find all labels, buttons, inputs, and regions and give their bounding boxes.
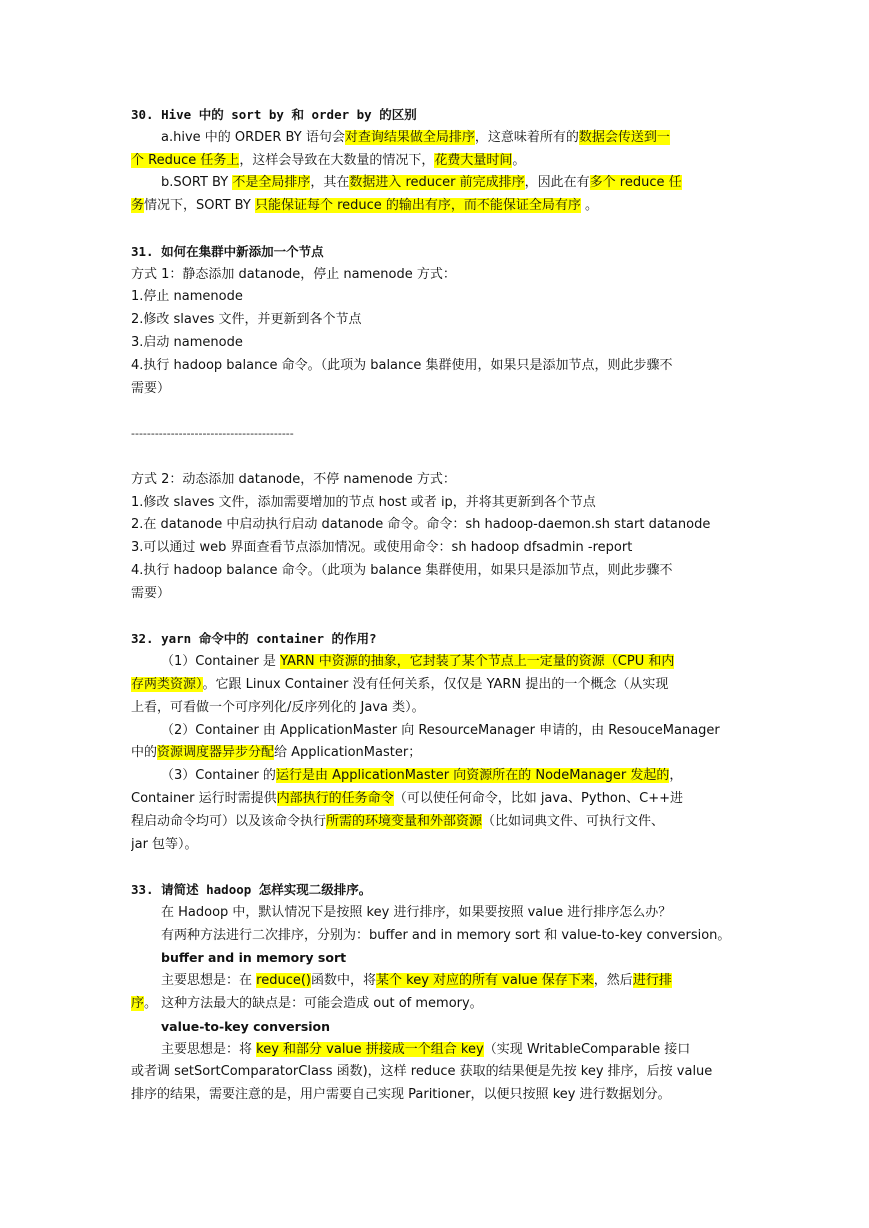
text: ，其在 [310, 175, 350, 191]
highlight: 序 [131, 996, 145, 1012]
highlight: 存两类资源） [131, 676, 203, 692]
text: ，这样会导致在大数量的情况下， [239, 152, 435, 168]
text: 。 [580, 198, 599, 214]
text: b.SORT BY [161, 175, 233, 191]
s30-line-1 [131, 127, 738, 150]
s31-a-line-6: 需要） [131, 380, 171, 396]
text: ， [669, 768, 683, 784]
section-32-title: 32. yarn 命令中的 container 的作用? [131, 631, 377, 647]
text: （比如词典文件、可执行文件、 [482, 813, 665, 829]
highlight: 资源调度器异步分配 [157, 745, 275, 761]
highlight: 数据进入 reducer 前完成排序 [349, 175, 525, 191]
text: 给 ApplicationMaster； [274, 745, 422, 761]
divider-line: ----------------------------------------- [131, 427, 294, 441]
section-31-title: 31. 如何在集群中新添加一个节点 [131, 243, 324, 259]
s32-line-3: 上看，可看做一个可序列化/反序列化的 Java 类）。 [131, 699, 425, 715]
s33-heading-1: buffer and in memory sort [161, 950, 347, 966]
text: 主要思想是：在 [161, 973, 257, 989]
s33-heading-2: value-to-key conversion [161, 1018, 331, 1034]
text: ，然后 [593, 973, 633, 989]
highlight: reduce() [256, 973, 311, 989]
text: 。 这种方法最大的缺点是：可能会造成 out of memory。 [144, 996, 483, 1012]
text: （1）Container 是 [161, 654, 281, 670]
s32-line-8 [131, 811, 738, 834]
s33-line-7: 排序的结果，需要注意的是，用户需要自己实现 Paritioner，以便只按照 key 进行数据划分。 [131, 1087, 671, 1103]
highlight: 务 [131, 198, 145, 214]
highlight: 只能保证每个 reduce 的输出有序，而不能保证全局有序 [254, 198, 581, 214]
s32-line-4: （2）Container 由 ApplicationMaster 向 ResourceManager 申请的，由 ResouceManager [161, 722, 720, 738]
text: a.hive 中的 ORDER BY 语句会 [161, 129, 345, 145]
s33-line-3 [131, 970, 738, 993]
highlight: 所需的环境变量和外部资源 [326, 813, 483, 829]
s32-line-5 [131, 742, 738, 765]
s31-b-line-2: 1.修改 slaves 文件，添加需要增加的节点 host 或者 ip，并将其更新到各个节点 [131, 494, 596, 510]
text: 函数中，将 [310, 973, 376, 989]
text: 。它跟 Linux Container 没有任何关系，仅仅是 YARN 提出的一个概念（从实现 [202, 676, 669, 692]
text: （3）Container 的 [161, 768, 276, 784]
s32-line-1 [131, 651, 738, 674]
s31-a-line-4: 3.启动 namenode [131, 334, 243, 350]
s33-line-1: 在 Hadoop 中，默认情况下是按照 key 进行排序，如果要按照 value 进行排序怎么办？ [161, 904, 672, 920]
s30-line-4 [131, 195, 738, 218]
s31-b-line-4: 3.可以通过 web 界面查看节点添加情况。或使用命令：sh hadoop dfsadmin -report [131, 540, 633, 556]
s33-line-2: 有两种方法进行二次排序，分别为：buffer and in memory sort 和 value-to-key conversion。 [161, 927, 731, 943]
highlight: 不是全局排序 [232, 175, 311, 191]
s31-a-line-3: 2.修改 slaves 文件，并更新到各个节点 [131, 312, 362, 328]
s33-line-4 [131, 993, 738, 1016]
text: ，这意味着所有的 [474, 129, 579, 145]
text: （实现 WritableComparable 接口 [483, 1041, 691, 1057]
highlight: 某个 key 对应的所有 value 保存下来 [376, 973, 594, 989]
section-30-title: 30. Hive 中的 sort by 和 order by 的区别 [131, 107, 417, 122]
highlight: 多个 reduce 任 [589, 175, 682, 191]
text: Container 运行时需提供 [131, 790, 277, 806]
s30-line-3 [131, 172, 738, 195]
s31-b-line-5: 4.执行 hadoop balance 命令。（此项为 balance 集群使用，如果只是添加节点，则此步骤不 [131, 562, 673, 578]
text: 中的 [131, 745, 158, 761]
s33-line-6: 或者调 setSortComparatorClass 函数)，这样 reduce 获取的结果便是先按 key 排序，后按 value [131, 1064, 713, 1080]
s31-b-line-3: 2.在 datanode 中启动执行启动 datanode 命令。命令：sh hadoop-daemon.sh start datanode [131, 517, 711, 533]
document-page [131, 104, 738, 1107]
section-33-title: 33. 请简述 hadoop 怎样实现二级排序。 [131, 882, 372, 898]
s31-b-line-6: 需要） [131, 585, 171, 601]
s32-line-6 [131, 765, 738, 788]
text: 。 [512, 152, 526, 168]
s30-line-2 [131, 150, 738, 173]
highlight: 内部执行的任务命令 [276, 790, 394, 806]
s31-a-line-2: 1.停止 namenode [131, 289, 243, 305]
s31-a-line-1: 方式 1：静态添加 datanode，停止 namenode 方式： [131, 266, 456, 282]
text: （可以使任何命令，比如 java、Python、C++进 [393, 790, 683, 806]
text: 主要思想是：将 [161, 1041, 257, 1057]
highlight: 个 Reduce 任务上 [131, 152, 240, 168]
text: 情况下，SORT BY [144, 198, 255, 214]
s31-b-line-1: 方式 2：动态添加 datanode，不停 namenode 方式： [131, 471, 456, 487]
highlight: 数据会传送到一 [578, 129, 670, 145]
s31-a-line-5: 4.执行 hadoop balance 命令。（此项为 balance 集群使用，如果只是添加节点，则此步骤不 [131, 357, 673, 373]
s32-line-9: jar 包等）。 [131, 836, 198, 852]
highlight: 对查询结果做全局排序 [344, 129, 475, 145]
s33-line-5 [131, 1039, 738, 1062]
highlight: 进行排 [632, 973, 672, 989]
text: 程启动命令均可）以及该命令执行 [131, 813, 327, 829]
s32-line-2 [131, 674, 738, 697]
highlight: key 和部分 value 拼接成一个组合 key [256, 1041, 484, 1057]
highlight: YARN 中资源的抽象，它封装了某个节点上一定量的资源（CPU 和内 [280, 654, 675, 670]
s32-line-7 [131, 788, 738, 811]
highlight: 花费大量时间 [434, 152, 513, 168]
highlight: 运行是由 ApplicationMaster 向资源所在的 NodeManager 发起的 [275, 768, 670, 784]
text: ，因此在有 [524, 175, 590, 191]
